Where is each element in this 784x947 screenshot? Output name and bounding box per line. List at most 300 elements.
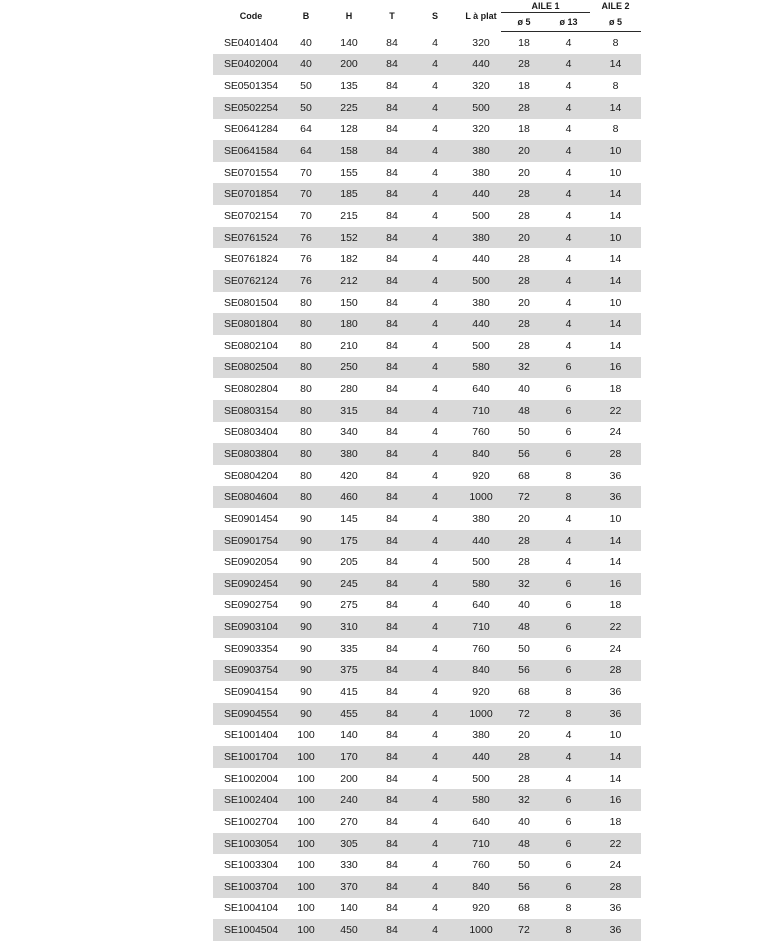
cell-b: 80 bbox=[289, 486, 323, 508]
cell-code: SE0761824 bbox=[224, 253, 278, 266]
cell-aile1-d13: 4 bbox=[565, 339, 572, 352]
cell-t: 84 bbox=[375, 789, 409, 811]
cell-aile1-d13: 6 bbox=[565, 859, 572, 872]
cell-b: 80 bbox=[300, 339, 312, 352]
table-row bbox=[213, 75, 641, 97]
cell-aile2-d5: 22 bbox=[590, 616, 641, 638]
cell-s: 4 bbox=[409, 400, 461, 422]
cell-h: 420 bbox=[340, 469, 358, 482]
table-row bbox=[213, 746, 641, 768]
cell-t: 84 bbox=[375, 530, 409, 552]
cell-aile1-d5: 32 bbox=[501, 573, 547, 595]
header-aile-1-d5: ø 5 bbox=[501, 13, 547, 32]
table-row bbox=[213, 32, 641, 54]
cell-h: 460 bbox=[323, 486, 375, 508]
header-l-a-plat: L à plat bbox=[465, 10, 497, 21]
cell-aile2-d5: 10 bbox=[590, 140, 641, 162]
cell-code: SE1003054 bbox=[213, 833, 289, 855]
cell-code: SE1001704 bbox=[213, 746, 289, 768]
header-aile-1-d13: ø 13 bbox=[547, 13, 590, 32]
cell-aile1-d5: 48 bbox=[501, 833, 547, 855]
cell-aile2-d5: 14 bbox=[609, 209, 622, 222]
cell-code: SE0803804 bbox=[213, 443, 289, 465]
table-row bbox=[213, 183, 641, 205]
cell-aile1-d13: 6 bbox=[565, 642, 572, 655]
cell-aile1-d13: 6 bbox=[547, 660, 590, 682]
cell-t: 84 bbox=[386, 902, 398, 915]
cell-aile1-d5: 28 bbox=[501, 183, 547, 205]
cell-l-a-plat: 710 bbox=[461, 616, 501, 638]
cell-l-a-plat: 760 bbox=[472, 642, 490, 655]
table-row bbox=[213, 292, 641, 314]
cell-aile1-d13: 6 bbox=[547, 357, 590, 379]
cell-h: 340 bbox=[340, 426, 358, 439]
cell-t: 84 bbox=[386, 383, 398, 396]
cell-b: 80 bbox=[300, 469, 312, 482]
cell-code: SE0901754 bbox=[213, 530, 289, 552]
cell-aile1-d13: 8 bbox=[547, 486, 590, 508]
cell-code: SE0502254 bbox=[213, 97, 289, 119]
cell-s: 4 bbox=[409, 703, 461, 725]
cell-code: SE0902454 bbox=[213, 573, 289, 595]
cell-aile2-d5: 14 bbox=[609, 772, 622, 785]
table-row bbox=[213, 422, 641, 444]
cell-aile2-d5: 14 bbox=[590, 530, 641, 552]
cell-b: 100 bbox=[289, 833, 323, 855]
cell-s: 4 bbox=[432, 469, 438, 482]
table-body bbox=[213, 32, 641, 941]
cell-b: 80 bbox=[289, 357, 323, 379]
cell-code: SE0641284 bbox=[224, 123, 278, 136]
cell-b: 90 bbox=[289, 573, 323, 595]
cell-t: 84 bbox=[386, 642, 398, 655]
cell-l-a-plat: 580 bbox=[461, 357, 501, 379]
cell-h: 415 bbox=[340, 686, 358, 699]
cell-aile2-d5: 36 bbox=[590, 703, 641, 725]
cell-l-a-plat: 760 bbox=[472, 859, 490, 872]
cell-l-a-plat: 500 bbox=[461, 270, 501, 292]
cell-aile2-d5: 36 bbox=[590, 486, 641, 508]
cell-t: 84 bbox=[386, 859, 398, 872]
cell-t: 84 bbox=[386, 36, 398, 49]
cell-b: 100 bbox=[289, 746, 323, 768]
cell-code: SE0903354 bbox=[224, 642, 278, 655]
cell-t: 84 bbox=[375, 660, 409, 682]
cell-aile1-d5: 50 bbox=[518, 859, 530, 872]
table-row bbox=[213, 616, 641, 638]
cell-aile2-d5: 14 bbox=[590, 746, 641, 768]
cell-t: 84 bbox=[386, 556, 398, 569]
cell-h: 240 bbox=[323, 789, 375, 811]
cell-aile2-d5: 8 bbox=[612, 36, 619, 49]
cell-b: 80 bbox=[300, 383, 312, 396]
cell-aile1-d13: 6 bbox=[565, 426, 572, 439]
cell-s: 4 bbox=[409, 357, 461, 379]
cell-code: SE0901454 bbox=[224, 512, 278, 525]
cell-t: 84 bbox=[375, 183, 409, 205]
cell-aile1-d5: 68 bbox=[518, 686, 530, 699]
cell-l-a-plat: 580 bbox=[461, 573, 501, 595]
cell-b: 80 bbox=[289, 400, 323, 422]
cell-h: 330 bbox=[340, 859, 358, 872]
cell-b: 90 bbox=[289, 616, 323, 638]
cell-h: 152 bbox=[323, 227, 375, 249]
table-row bbox=[213, 595, 641, 617]
table-row bbox=[213, 227, 641, 249]
cell-h: 270 bbox=[340, 815, 358, 828]
table-row bbox=[213, 54, 641, 76]
cell-aile1-d5: 28 bbox=[518, 339, 530, 352]
cell-aile1-d13: 6 bbox=[547, 876, 590, 898]
cell-aile2-d5: 18 bbox=[609, 599, 622, 612]
cell-aile1-d13: 8 bbox=[565, 902, 572, 915]
cell-code: SE1002004 bbox=[224, 772, 278, 785]
cell-s: 4 bbox=[432, 166, 438, 179]
cell-code: SE0904554 bbox=[213, 703, 289, 725]
cell-h: 310 bbox=[323, 616, 375, 638]
cell-code: SE0802504 bbox=[213, 357, 289, 379]
cell-b: 90 bbox=[289, 530, 323, 552]
cell-aile1-d13: 4 bbox=[547, 183, 590, 205]
cell-h: 200 bbox=[340, 772, 358, 785]
cell-h: 128 bbox=[340, 123, 358, 136]
cell-l-a-plat: 500 bbox=[472, 209, 490, 222]
cell-aile2-d5: 8 bbox=[612, 80, 619, 93]
cell-code: SE1004104 bbox=[224, 902, 278, 915]
table-row bbox=[213, 465, 641, 487]
table-row bbox=[213, 660, 641, 682]
cell-aile2-d5: 10 bbox=[590, 227, 641, 249]
cell-h: 180 bbox=[323, 313, 375, 335]
cell-t: 84 bbox=[386, 512, 398, 525]
cell-aile2-d5: 24 bbox=[609, 426, 622, 439]
cell-b: 50 bbox=[300, 80, 312, 93]
cell-aile2-d5: 10 bbox=[609, 296, 622, 309]
cell-h: 155 bbox=[340, 166, 358, 179]
cell-aile1-d13: 4 bbox=[565, 253, 572, 266]
table-row bbox=[213, 486, 641, 508]
cell-s: 4 bbox=[432, 599, 438, 612]
cell-aile1-d5: 50 bbox=[518, 426, 530, 439]
table-row bbox=[213, 443, 641, 465]
cell-aile1-d13: 6 bbox=[547, 443, 590, 465]
cell-b: 40 bbox=[300, 36, 312, 49]
header-aile-2: AILE 2 bbox=[601, 1, 630, 12]
cell-b: 70 bbox=[289, 183, 323, 205]
cell-aile1-d13: 4 bbox=[565, 36, 572, 49]
cell-h: 182 bbox=[340, 253, 358, 266]
cell-s: 4 bbox=[409, 833, 461, 855]
cell-s: 4 bbox=[409, 270, 461, 292]
table-row bbox=[213, 508, 641, 530]
cell-l-a-plat: 920 bbox=[472, 469, 490, 482]
cell-code: SE0902054 bbox=[224, 556, 278, 569]
cell-code: SE0701854 bbox=[213, 183, 289, 205]
cell-b: 80 bbox=[289, 443, 323, 465]
cell-l-a-plat: 500 bbox=[472, 556, 490, 569]
cell-h: 450 bbox=[323, 919, 375, 941]
table-row bbox=[213, 97, 641, 119]
cell-aile2-d5: 24 bbox=[609, 642, 622, 655]
cell-code: SE0701554 bbox=[224, 166, 278, 179]
cell-l-a-plat: 1000 bbox=[461, 486, 501, 508]
cell-code: SE0761524 bbox=[213, 227, 289, 249]
cell-aile2-d5: 28 bbox=[590, 660, 641, 682]
cell-s: 4 bbox=[432, 209, 438, 222]
cell-s: 4 bbox=[409, 140, 461, 162]
cell-aile1-d13: 4 bbox=[565, 123, 572, 136]
cell-t: 84 bbox=[375, 616, 409, 638]
cell-s: 4 bbox=[409, 746, 461, 768]
cell-aile1-d13: 8 bbox=[547, 919, 590, 941]
cell-aile1-d13: 4 bbox=[565, 296, 572, 309]
cell-t: 84 bbox=[386, 599, 398, 612]
cell-t: 84 bbox=[386, 80, 398, 93]
cell-aile2-d5: 24 bbox=[609, 859, 622, 872]
table-row bbox=[213, 140, 641, 162]
cell-aile1-d5: 68 bbox=[518, 469, 530, 482]
cell-s: 4 bbox=[409, 486, 461, 508]
cell-t: 84 bbox=[386, 296, 398, 309]
cell-b: 50 bbox=[289, 97, 323, 119]
table-row bbox=[213, 898, 641, 920]
header-aile-1: AILE 1 bbox=[531, 1, 560, 11]
cell-aile1-d13: 8 bbox=[565, 469, 572, 482]
cell-aile1-d13: 6 bbox=[547, 833, 590, 855]
cell-aile1-d5: 72 bbox=[501, 703, 547, 725]
header-s: S bbox=[431, 10, 438, 21]
cell-s: 4 bbox=[409, 183, 461, 205]
cell-t: 84 bbox=[386, 209, 398, 222]
cell-b: 90 bbox=[289, 703, 323, 725]
cell-code: SE1002704 bbox=[224, 815, 278, 828]
cell-aile2-d5: 36 bbox=[590, 919, 641, 941]
cell-aile1-d5: 20 bbox=[501, 227, 547, 249]
cell-l-a-plat: 380 bbox=[472, 512, 490, 525]
table-row bbox=[213, 725, 641, 747]
cell-code: SE0904154 bbox=[224, 686, 278, 699]
cell-l-a-plat: 710 bbox=[461, 833, 501, 855]
cell-b: 90 bbox=[300, 642, 312, 655]
cell-aile1-d13: 4 bbox=[565, 209, 572, 222]
cell-aile1-d5: 18 bbox=[518, 123, 530, 136]
table-row bbox=[213, 551, 641, 573]
cell-s: 4 bbox=[432, 426, 438, 439]
cell-aile2-d5: 8 bbox=[612, 123, 619, 136]
table-row bbox=[213, 768, 641, 790]
cell-code: SE0801504 bbox=[224, 296, 278, 309]
cell-aile1-d13: 8 bbox=[565, 686, 572, 699]
cell-aile1-d5: 18 bbox=[518, 80, 530, 93]
table-row bbox=[213, 573, 641, 595]
cell-aile1-d13: 4 bbox=[565, 556, 572, 569]
cell-h: 212 bbox=[323, 270, 375, 292]
cell-l-a-plat: 840 bbox=[461, 443, 501, 465]
cell-t: 84 bbox=[386, 815, 398, 828]
cell-s: 4 bbox=[432, 686, 438, 699]
cell-b: 100 bbox=[289, 919, 323, 941]
cell-code: SE0402004 bbox=[213, 54, 289, 76]
cell-h: 140 bbox=[340, 729, 358, 742]
cell-h: 370 bbox=[323, 876, 375, 898]
table-row bbox=[213, 400, 641, 422]
cell-s: 4 bbox=[432, 729, 438, 742]
cell-b: 80 bbox=[300, 296, 312, 309]
cell-aile2-d5: 16 bbox=[590, 573, 641, 595]
cell-code: SE0762124 bbox=[213, 270, 289, 292]
cell-aile1-d13: 4 bbox=[547, 140, 590, 162]
cell-aile1-d13: 4 bbox=[565, 166, 572, 179]
cell-aile1-d13: 4 bbox=[547, 54, 590, 76]
cell-s: 4 bbox=[432, 123, 438, 136]
cell-b: 90 bbox=[289, 660, 323, 682]
cell-t: 84 bbox=[386, 426, 398, 439]
cell-code: SE0804204 bbox=[224, 469, 278, 482]
cell-h: 250 bbox=[323, 357, 375, 379]
table-row bbox=[213, 270, 641, 292]
cell-aile1-d5: 28 bbox=[501, 313, 547, 335]
cell-aile1-d5: 28 bbox=[518, 209, 530, 222]
cell-l-a-plat: 1000 bbox=[461, 703, 501, 725]
cell-code: SE0903754 bbox=[213, 660, 289, 682]
cell-code: SE0702154 bbox=[224, 209, 278, 222]
cell-s: 4 bbox=[409, 660, 461, 682]
cell-t: 84 bbox=[375, 486, 409, 508]
cell-code: SE0803154 bbox=[213, 400, 289, 422]
cell-aile1-d13: 6 bbox=[565, 815, 572, 828]
cell-s: 4 bbox=[432, 512, 438, 525]
cell-t: 84 bbox=[386, 253, 398, 266]
cell-b: 70 bbox=[300, 166, 312, 179]
cell-b: 90 bbox=[300, 686, 312, 699]
cell-l-a-plat: 920 bbox=[472, 902, 490, 915]
cell-b: 76 bbox=[289, 270, 323, 292]
cell-code: SE1001404 bbox=[224, 729, 278, 742]
cell-aile1-d5: 28 bbox=[501, 97, 547, 119]
cell-h: 145 bbox=[340, 512, 358, 525]
table-row bbox=[213, 119, 641, 141]
table-row bbox=[213, 833, 641, 855]
table-row bbox=[213, 811, 641, 833]
cell-s: 4 bbox=[409, 616, 461, 638]
cell-aile1-d5: 20 bbox=[518, 729, 530, 742]
cell-b: 90 bbox=[300, 512, 312, 525]
cell-b: 100 bbox=[297, 902, 315, 915]
cell-l-a-plat: 840 bbox=[461, 660, 501, 682]
cell-b: 100 bbox=[297, 815, 315, 828]
table-row bbox=[213, 854, 641, 876]
cell-aile1-d13: 4 bbox=[547, 227, 590, 249]
cell-h: 335 bbox=[340, 642, 358, 655]
cell-aile1-d13: 4 bbox=[565, 512, 572, 525]
cell-s: 4 bbox=[432, 815, 438, 828]
cell-aile1-d5: 28 bbox=[501, 54, 547, 76]
table-row bbox=[213, 357, 641, 379]
cell-code: SE1003704 bbox=[213, 876, 289, 898]
cell-code: SE0802804 bbox=[224, 383, 278, 396]
cell-h: 315 bbox=[323, 400, 375, 422]
cell-l-a-plat: 320 bbox=[472, 123, 490, 136]
cell-t: 84 bbox=[375, 54, 409, 76]
cell-aile2-d5: 36 bbox=[609, 902, 622, 915]
cell-l-a-plat: 500 bbox=[461, 97, 501, 119]
cell-h: 225 bbox=[323, 97, 375, 119]
cell-aile1-d5: 68 bbox=[518, 902, 530, 915]
cell-b: 100 bbox=[289, 789, 323, 811]
table-row bbox=[213, 919, 641, 941]
cell-code: SE1004504 bbox=[213, 919, 289, 941]
cell-s: 4 bbox=[409, 919, 461, 941]
cell-b: 80 bbox=[300, 426, 312, 439]
cell-t: 84 bbox=[386, 339, 398, 352]
cell-t: 84 bbox=[375, 876, 409, 898]
header-aile-1-group bbox=[501, 0, 590, 13]
cell-t: 84 bbox=[386, 469, 398, 482]
cell-aile2-d5: 28 bbox=[590, 876, 641, 898]
cell-h: 380 bbox=[323, 443, 375, 465]
product-dimension-table-container bbox=[213, 0, 641, 941]
cell-aile2-d5: 28 bbox=[590, 443, 641, 465]
cell-t: 84 bbox=[375, 919, 409, 941]
cell-s: 4 bbox=[432, 296, 438, 309]
header-h: H bbox=[345, 10, 353, 21]
cell-l-a-plat: 760 bbox=[472, 426, 490, 439]
cell-b: 100 bbox=[289, 876, 323, 898]
cell-code: SE0401404 bbox=[224, 36, 278, 49]
cell-aile1-d13: 4 bbox=[547, 746, 590, 768]
cell-l-a-plat: 440 bbox=[461, 313, 501, 335]
cell-aile1-d5: 28 bbox=[518, 556, 530, 569]
cell-h: 305 bbox=[323, 833, 375, 855]
table-row bbox=[213, 162, 641, 184]
cell-l-a-plat: 440 bbox=[472, 253, 490, 266]
cell-b: 64 bbox=[300, 123, 312, 136]
cell-h: 140 bbox=[340, 36, 358, 49]
cell-s: 4 bbox=[409, 97, 461, 119]
cell-s: 4 bbox=[409, 530, 461, 552]
cell-aile2-d5: 14 bbox=[590, 270, 641, 292]
cell-t: 84 bbox=[375, 746, 409, 768]
cell-l-a-plat: 1000 bbox=[461, 919, 501, 941]
table-row bbox=[213, 681, 641, 703]
cell-s: 4 bbox=[432, 556, 438, 569]
header-code: Code bbox=[239, 10, 263, 21]
cell-s: 4 bbox=[409, 227, 461, 249]
cell-h: 158 bbox=[323, 140, 375, 162]
cell-l-a-plat: 640 bbox=[472, 815, 490, 828]
cell-aile1-d13: 6 bbox=[565, 599, 572, 612]
cell-t: 84 bbox=[375, 833, 409, 855]
cell-aile1-d5: 40 bbox=[518, 815, 530, 828]
cell-s: 4 bbox=[409, 313, 461, 335]
header-b: B bbox=[302, 10, 310, 21]
cell-t: 84 bbox=[375, 357, 409, 379]
cell-b: 64 bbox=[289, 140, 323, 162]
cell-h: 210 bbox=[340, 339, 358, 352]
table-row bbox=[213, 789, 641, 811]
cell-b: 70 bbox=[300, 209, 312, 222]
cell-h: 175 bbox=[323, 530, 375, 552]
cell-t: 84 bbox=[386, 166, 398, 179]
cell-code: SE1003304 bbox=[224, 859, 278, 872]
cell-b: 90 bbox=[300, 556, 312, 569]
cell-b: 76 bbox=[289, 227, 323, 249]
cell-t: 84 bbox=[375, 400, 409, 422]
table-row bbox=[213, 335, 641, 357]
cell-t: 84 bbox=[375, 227, 409, 249]
cell-h: 245 bbox=[323, 573, 375, 595]
cell-aile1-d5: 56 bbox=[501, 660, 547, 682]
